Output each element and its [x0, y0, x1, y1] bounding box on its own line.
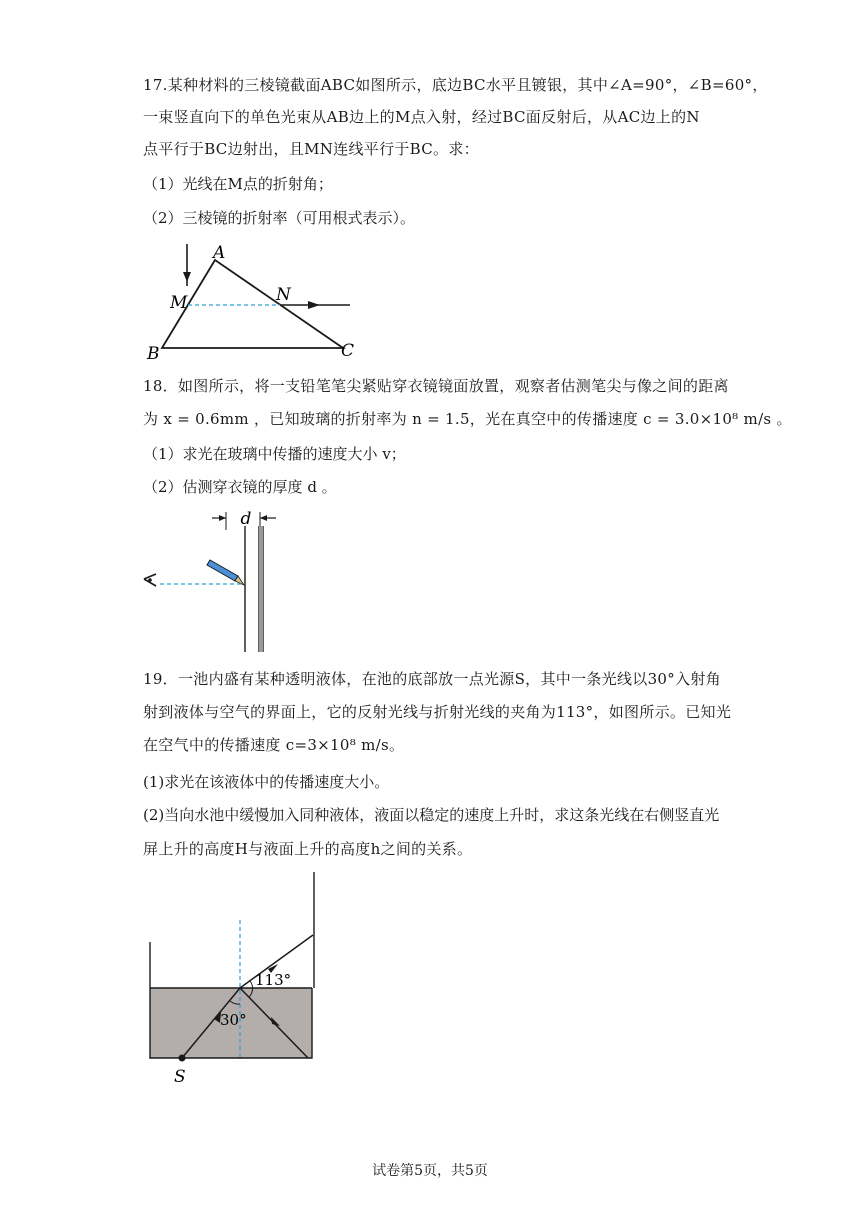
d-arrow-left-icon [219, 515, 226, 521]
q17-line-2: 一束竖直向下的单色光束从AB边上的M点入射，经过BC面反射后，从AC边上的N [143, 108, 700, 126]
q18-part-1: （1）求光在玻璃中传播的速度大小 v； [143, 445, 406, 463]
q19-part-2: (2)当向水池中缓慢加入同种液体，液面以稳定的速度上升时，求这条光线在右侧竖直光 [143, 806, 720, 824]
label-b: B [147, 344, 160, 362]
label-m: M [170, 293, 188, 313]
q17-part-1: （1）光线在M点的折射角； [143, 175, 333, 193]
q19-pool-figure [140, 866, 340, 1096]
q19-line-3: 在空气中的传播速度 c=3×10⁸ m/s。 [143, 736, 405, 754]
pencil-icon [207, 560, 244, 585]
q18-line-2: 为 x = 0.6mm ，已知玻璃的折射率为 n = 1.5，光在真空中的传播速度 c = 3.0×10⁸ m/s 。 [143, 410, 792, 428]
q19-line-2: 射到液体与空气的界面上，它的反射光线与折射光线的夹角为113°，如图所示。已知光 [143, 703, 732, 721]
angle-113-label: 113° [255, 971, 292, 989]
q18-line-1: 18．如图所示，将一支铅笔笔尖紧贴穿衣镜镜面放置，观察者估测笔尖与像之间的距离 [143, 377, 729, 395]
light-source-dot [179, 1055, 186, 1062]
d-arrow-right-icon [260, 515, 267, 521]
q17-line-1: 17.某种材料的三棱镜截面ABC如图所示，底边BC水平且镀银，其中∠A=90°，∠B=60°， [143, 76, 768, 94]
q19-part-1: (1)求光在该液体中的传播速度大小。 [143, 773, 390, 791]
label-d: d [240, 509, 252, 529]
label-c: C [341, 341, 355, 361]
label-s: S [174, 1067, 186, 1087]
eye-icon [144, 574, 156, 586]
label-n: N [276, 285, 291, 305]
q19-part-2-cont: 屏上升的高度H与液面上升的高度h之间的关系。 [143, 840, 473, 858]
angle-30-label: 30° [220, 1011, 247, 1029]
q17-line-3: 点平行于BC边射出，且MN连线平行于BC。求： [143, 140, 479, 158]
q18-part-2: （2）估测穿衣镜的厚度 d 。 [143, 478, 337, 496]
q17-prism-figure [140, 238, 370, 362]
label-a: A [213, 243, 226, 263]
page-footer: 试卷第5页，共5页 [372, 1163, 488, 1179]
q18-mirror-figure [140, 506, 290, 656]
incident-arrow-icon [183, 272, 191, 282]
q19-line-1: 19．一池内盛有某种透明液体，在池的底部放一点光源S，其中一条光线以30°入射角 [143, 670, 721, 688]
exit-arrow-icon [308, 301, 320, 309]
q17-part-2: （2）三棱镜的折射率（可用根式表示）。 [143, 209, 416, 227]
